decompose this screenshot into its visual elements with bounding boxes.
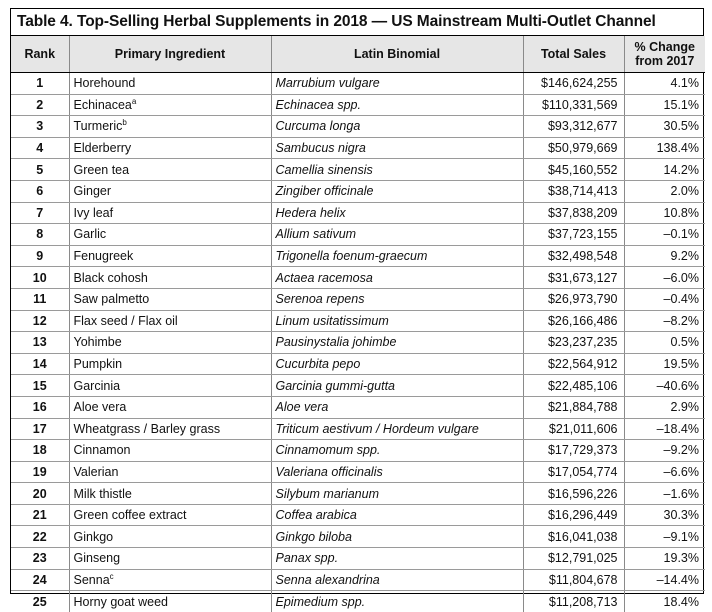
- total-sales-cell: $26,973,790: [523, 288, 624, 310]
- ingredient-name: Horny goat weed: [73, 594, 169, 609]
- rank-cell: 7: [11, 202, 69, 224]
- rank-cell: 23: [11, 548, 69, 570]
- percent-change-cell: –18.4%: [624, 418, 705, 440]
- rank-cell: 9: [11, 245, 69, 267]
- rank-cell: 21: [11, 504, 69, 526]
- total-sales-cell: $22,564,912: [523, 353, 624, 375]
- table-row: [11, 267, 705, 289]
- latin-binomial-cell: Serenoa repens: [271, 288, 523, 310]
- ingredient-cell: [69, 418, 271, 440]
- rank-cell: 15: [11, 375, 69, 397]
- percent-change-cell: 9.2%: [624, 245, 705, 267]
- table-row: [11, 461, 705, 483]
- total-sales-cell: $37,838,209: [523, 202, 624, 224]
- table-row: [11, 548, 705, 570]
- ingredient-name: Wheatgrass / Barley grass: [73, 421, 221, 436]
- ingredient-name: Ginger: [73, 184, 112, 199]
- latin-binomial-cell: Aloe vera: [271, 396, 523, 418]
- rank-cell: 25: [11, 591, 69, 612]
- ingredient-cell: [69, 73, 271, 95]
- header-primary-ingredient: Primary Ingredient: [69, 36, 271, 73]
- total-sales-cell: $93,312,677: [523, 116, 624, 138]
- latin-binomial-cell: Allium sativum: [271, 224, 523, 246]
- rank-cell: 17: [11, 418, 69, 440]
- percent-change-cell: 10.8%: [624, 202, 705, 224]
- table-row: [11, 353, 705, 375]
- table-row: [11, 440, 705, 462]
- total-sales-cell: $146,624,255: [523, 73, 624, 95]
- ingredient-name: Aloe vera: [73, 400, 127, 415]
- ingredient-name: Garcinia: [73, 378, 121, 393]
- ingredient-name: Turmeric: [73, 119, 123, 134]
- ingredient-cell: [69, 548, 271, 570]
- ingredient-cell: [69, 396, 271, 418]
- rank-cell: 20: [11, 483, 69, 505]
- ingredient-cell: [69, 94, 271, 116]
- ingredient-name: Green coffee extract: [73, 508, 187, 523]
- ingredient-cell: [69, 332, 271, 354]
- total-sales-cell: $21,884,788: [523, 396, 624, 418]
- table-row: [11, 310, 705, 332]
- header-rank: Rank: [11, 36, 69, 73]
- ingredient-cell: [69, 591, 271, 612]
- footnote-marker: b: [122, 118, 127, 128]
- rank-cell: 12: [11, 310, 69, 332]
- table-row: [11, 180, 705, 202]
- ingredient-name: Echinacea: [73, 97, 132, 112]
- total-sales-cell: $11,208,713: [523, 591, 624, 612]
- rank-cell: 19: [11, 461, 69, 483]
- rank-cell: 13: [11, 332, 69, 354]
- ingredient-name: Flax seed / Flax oil: [73, 313, 178, 328]
- ingredient-name: Black cohosh: [73, 270, 148, 285]
- total-sales-cell: $11,804,678: [523, 569, 624, 591]
- ingredient-name: Garlic: [73, 227, 107, 242]
- ingredient-cell: [69, 310, 271, 332]
- rank-cell: 8: [11, 224, 69, 246]
- total-sales-cell: $50,979,669: [523, 137, 624, 159]
- table-row: [11, 526, 705, 548]
- ingredient-cell: [69, 569, 271, 591]
- table-row: [11, 483, 705, 505]
- table-row: [11, 504, 705, 526]
- rank-cell: 5: [11, 159, 69, 181]
- ingredient-cell: [69, 353, 271, 375]
- table-row: [11, 245, 705, 267]
- rank-cell: 22: [11, 526, 69, 548]
- ingredient-cell: [69, 375, 271, 397]
- ingredient-cell: [69, 267, 271, 289]
- total-sales-cell: $17,729,373: [523, 440, 624, 462]
- table-row: [11, 137, 705, 159]
- percent-change-cell: –14.4%: [624, 569, 705, 591]
- latin-binomial-cell: Valeriana officinalis: [271, 461, 523, 483]
- latin-binomial-cell: Coffea arabica: [271, 504, 523, 526]
- ingredient-cell: [69, 245, 271, 267]
- total-sales-cell: $37,723,155: [523, 224, 624, 246]
- rank-cell: 10: [11, 267, 69, 289]
- table-row: [11, 332, 705, 354]
- total-sales-cell: $16,041,038: [523, 526, 624, 548]
- ingredient-name: Fenugreek: [73, 249, 134, 264]
- table-row: [11, 375, 705, 397]
- header-latin-binomial: Latin Binomial: [271, 36, 523, 73]
- table-title: Table 4. Top-Selling Herbal Supplements in 2018 — US Mainstream Multi-Outlet Channel: [11, 9, 703, 36]
- total-sales-cell: $32,498,548: [523, 245, 624, 267]
- table-row: [11, 159, 705, 181]
- ingredient-cell: [69, 202, 271, 224]
- percent-change-cell: –6.6%: [624, 461, 705, 483]
- percent-change-cell: –9.2%: [624, 440, 705, 462]
- rank-cell: 11: [11, 288, 69, 310]
- latin-binomial-cell: Echinacea spp.: [271, 94, 523, 116]
- ingredient-cell: [69, 224, 271, 246]
- table-row: [11, 94, 705, 116]
- ingredient-cell: [69, 483, 271, 505]
- percent-change-cell: 2.0%: [624, 180, 705, 202]
- ingredient-name: Cinnamon: [73, 443, 131, 458]
- table-body: [11, 73, 705, 612]
- percent-change-cell: 0.5%: [624, 332, 705, 354]
- ingredient-cell: [69, 137, 271, 159]
- total-sales-cell: $16,596,226: [523, 483, 624, 505]
- table-row: [11, 418, 705, 440]
- footnote-marker: a: [131, 96, 137, 106]
- total-sales-cell: $12,791,025: [523, 548, 624, 570]
- table-row: [11, 288, 705, 310]
- percent-change-cell: 19.3%: [624, 548, 705, 570]
- ingredient-cell: [69, 159, 271, 181]
- percent-change-cell: 14.2%: [624, 159, 705, 181]
- percent-change-cell: 30.3%: [624, 504, 705, 526]
- latin-binomial-cell: Triticum aestivum / Hordeum vulgare: [271, 418, 523, 440]
- ingredient-cell: [69, 180, 271, 202]
- percent-change-cell: –9.1%: [624, 526, 705, 548]
- footnote-marker: c: [109, 571, 114, 581]
- table-row: [11, 224, 705, 246]
- rank-cell: 6: [11, 180, 69, 202]
- percent-change-cell: 19.5%: [624, 353, 705, 375]
- rank-cell: 4: [11, 137, 69, 159]
- ingredient-name: Saw palmetto: [73, 292, 150, 307]
- percent-change-cell: 4.1%: [624, 73, 705, 95]
- latin-binomial-cell: Pausinystalia johimbe: [271, 332, 523, 354]
- latin-binomial-cell: Marrubium vulgare: [271, 73, 523, 95]
- supplements-table: [11, 36, 705, 612]
- ingredient-cell: [69, 461, 271, 483]
- rank-cell: 14: [11, 353, 69, 375]
- rank-cell: 18: [11, 440, 69, 462]
- ingredient-name: Ivy leaf: [73, 205, 114, 220]
- table-row: [11, 73, 705, 95]
- total-sales-cell: $38,714,413: [523, 180, 624, 202]
- total-sales-cell: $17,054,774: [523, 461, 624, 483]
- latin-binomial-cell: Ginkgo biloba: [271, 526, 523, 548]
- latin-binomial-cell: Senna alexandrina: [271, 569, 523, 591]
- total-sales-cell: $23,237,235: [523, 332, 624, 354]
- total-sales-cell: $31,673,127: [523, 267, 624, 289]
- latin-binomial-cell: Trigonella foenum-graecum: [271, 245, 523, 267]
- percent-change-cell: 15.1%: [624, 94, 705, 116]
- latin-binomial-cell: Hedera helix: [271, 202, 523, 224]
- percent-change-cell: –1.6%: [624, 483, 705, 505]
- rank-cell: 24: [11, 569, 69, 591]
- header-total-sales: Total Sales: [523, 36, 624, 73]
- table-row: [11, 591, 705, 612]
- header-percent-change: [624, 36, 705, 73]
- total-sales-cell: $45,160,552: [523, 159, 624, 181]
- latin-binomial-cell: Panax spp.: [271, 548, 523, 570]
- latin-binomial-cell: Garcinia gummi-gutta: [271, 375, 523, 397]
- ingredient-cell: [69, 440, 271, 462]
- rank-cell: 2: [11, 94, 69, 116]
- header-row: [11, 36, 705, 73]
- latin-binomial-cell: Cucurbita pepo: [271, 353, 523, 375]
- latin-binomial-cell: Silybum marianum: [271, 483, 523, 505]
- table-row: [11, 396, 705, 418]
- percent-change-cell: –8.2%: [624, 310, 705, 332]
- percent-change-cell: –40.6%: [624, 375, 705, 397]
- ingredient-cell: [69, 504, 271, 526]
- ingredient-name: Senna: [73, 572, 110, 587]
- latin-binomial-cell: Cinnamomum spp.: [271, 440, 523, 462]
- table-row: [11, 116, 705, 138]
- ingredient-name: Valerian: [73, 464, 119, 479]
- latin-binomial-cell: Zingiber officinale: [271, 180, 523, 202]
- herbal-supplements-table-frame: [10, 8, 704, 609]
- percent-change-cell: –0.1%: [624, 224, 705, 246]
- total-sales-cell: $16,296,449: [523, 504, 624, 526]
- rank-cell: 16: [11, 396, 69, 418]
- percent-change-cell: 18.4%: [663, 594, 699, 609]
- ingredient-cell: [69, 116, 271, 138]
- header-percent-change-line2: from 2017: [635, 54, 695, 68]
- percent-change-cell: 2.9%: [624, 396, 705, 418]
- ingredient-name: Elderberry: [73, 141, 132, 156]
- total-sales-cell: $22,485,106: [523, 375, 624, 397]
- ingredient-name: Milk thistle: [73, 486, 132, 501]
- ingredient-name: Ginkgo: [73, 529, 114, 544]
- ingredient-cell: [69, 526, 271, 548]
- header-percent-change-line1: % Change: [634, 40, 695, 54]
- ingredient-name: Yohimbe: [73, 335, 122, 350]
- latin-binomial-cell: Curcuma longa: [271, 116, 523, 138]
- total-sales-cell: $21,011,606: [523, 418, 624, 440]
- latin-binomial-cell: Camellia sinensis: [271, 159, 523, 181]
- percent-change-cell: –6.0%: [624, 267, 705, 289]
- rank-cell: 3: [11, 116, 69, 138]
- percent-change-cell: –0.4%: [624, 288, 705, 310]
- percent-change-cell: 30.5%: [624, 116, 705, 138]
- latin-binomial-cell: Linum usitatissimum: [271, 310, 523, 332]
- percent-change-cell: 138.4%: [624, 137, 705, 159]
- table-row: [11, 202, 705, 224]
- ingredient-name: Ginseng: [73, 551, 121, 566]
- total-sales-cell: $26,166,486: [523, 310, 624, 332]
- ingredient-name: Pumpkin: [73, 357, 123, 372]
- ingredient-name: Green tea: [73, 162, 130, 177]
- ingredient-cell: [69, 288, 271, 310]
- latin-binomial-cell: Actaea racemosa: [271, 267, 523, 289]
- ingredient-name: Horehound: [73, 76, 136, 91]
- rank-cell: 1: [11, 73, 69, 95]
- latin-binomial-cell: Epimedium spp.: [271, 591, 523, 612]
- latin-binomial-cell: Sambucus nigra: [271, 137, 523, 159]
- table-row: [11, 569, 705, 591]
- total-sales-cell: $110,331,569: [523, 94, 624, 116]
